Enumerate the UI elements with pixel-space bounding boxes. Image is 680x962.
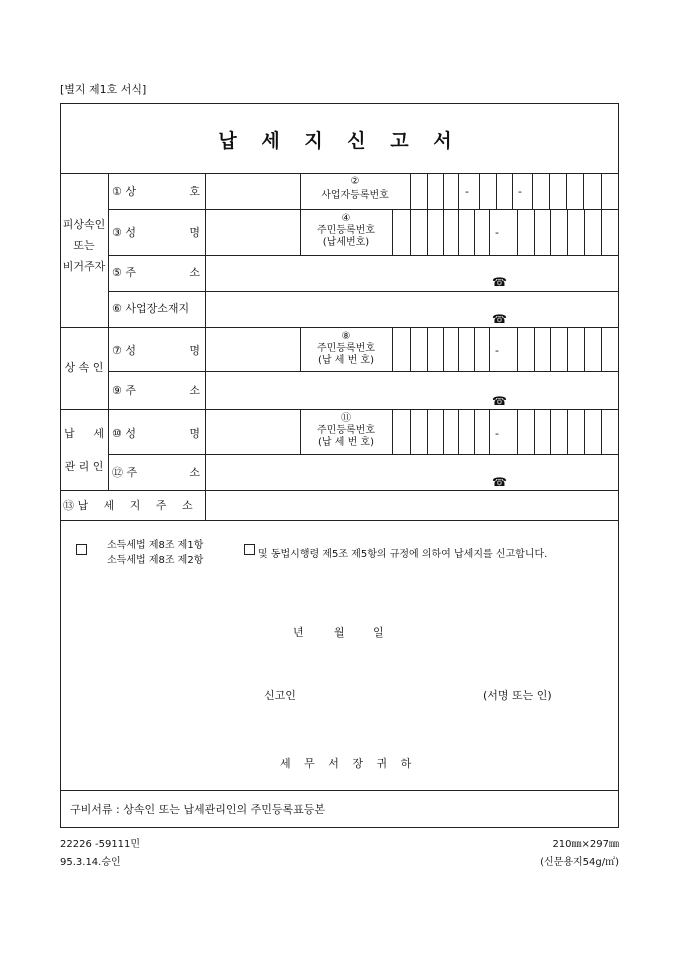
signature-label: (서명 또는 인) bbox=[483, 689, 552, 702]
paper-type: (신문용지54g/㎡) bbox=[540, 857, 619, 868]
signer-label: 신고인 bbox=[264, 689, 296, 702]
heir-name-field[interactable] bbox=[206, 328, 299, 370]
admin-address-label: ⑫ 주 소 bbox=[112, 466, 200, 479]
form-number: [별지 제1호 서식] bbox=[60, 83, 147, 96]
admin-resident-label: ⑪ 주민등록번호 (납 세 번 호) bbox=[317, 413, 375, 448]
admin-name-field[interactable] bbox=[206, 410, 299, 453]
admin-name-label: ⑩ 성 명 bbox=[112, 427, 200, 440]
date-year-label: 년 bbox=[293, 626, 304, 639]
date-field[interactable] bbox=[260, 620, 390, 640]
telephone-icon: ☎ bbox=[492, 275, 507, 289]
business-reg-dash-2: - bbox=[518, 185, 522, 198]
admin-resident-field[interactable] bbox=[393, 410, 618, 453]
business-place-field[interactable] bbox=[206, 292, 618, 326]
heir-address-label: ⑨ 주 소 bbox=[112, 384, 200, 397]
decedent-resident-field[interactable] bbox=[393, 210, 618, 254]
decedent-resident-dash: - bbox=[495, 226, 499, 239]
heir-section-label: 상 속 인 bbox=[64, 361, 104, 374]
declaration-text: 및 동법시행령 제5조 제5항의 규정에 의하여 납세지를 신고합니다. bbox=[258, 549, 548, 560]
decedent-address-label: ⑤ 주 소 bbox=[112, 266, 200, 279]
recipient: 세 무 서 장 귀 하 bbox=[280, 757, 417, 770]
admin-section-label-line1: 납 세 bbox=[64, 427, 104, 440]
option-2-label: 소득세법 제8조 제2항 bbox=[107, 555, 204, 566]
tax-address-field[interactable] bbox=[206, 491, 618, 519]
business-reg-dash-1: - bbox=[465, 185, 469, 198]
trade-name-label: ① 상 호 bbox=[112, 185, 200, 198]
heir-name-label: ⑦ 성 명 bbox=[112, 344, 200, 357]
option-1-label: 소득세법 제8조 제1항 bbox=[107, 540, 204, 551]
decedent-address-field[interactable] bbox=[206, 256, 618, 290]
required-documents: 구비서류 : 상속인 또는 납세관리인의 주민등록표등본 bbox=[70, 803, 325, 816]
trade-name-field[interactable] bbox=[206, 174, 299, 208]
option-checkbox-2[interactable] bbox=[244, 544, 255, 555]
decedent-name-field[interactable] bbox=[206, 210, 299, 254]
paper-size: 210㎜×297㎜ bbox=[552, 839, 619, 850]
signer-field[interactable] bbox=[310, 684, 475, 706]
option-checkbox-1[interactable] bbox=[76, 544, 87, 555]
business-reg-field[interactable] bbox=[411, 174, 618, 208]
admin-resident-dash: - bbox=[495, 427, 499, 440]
date-month-label: 월 bbox=[334, 626, 345, 639]
heir-resident-field[interactable] bbox=[393, 328, 618, 370]
form-code: 22226 -59111민 bbox=[60, 839, 141, 850]
telephone-icon: ☎ bbox=[492, 475, 507, 489]
business-reg-label: ② 사업자등록번호 bbox=[321, 176, 389, 201]
telephone-icon: ☎ bbox=[492, 312, 507, 326]
admin-section-label-line2: 관 리 인 bbox=[64, 460, 104, 473]
heir-resident-label: ⑧ 주민등록번호 (납 세 번 호) bbox=[317, 331, 375, 366]
business-place-label: ⑥ 사업장소재지 bbox=[112, 302, 190, 315]
admin-address-field[interactable] bbox=[206, 455, 618, 489]
decedent-resident-label: ④ 주민등록번호 (납세번호) bbox=[317, 213, 375, 248]
decedent-section-label: 피상속인 또는 비거주자 bbox=[62, 218, 106, 273]
telephone-icon: ☎ bbox=[492, 394, 507, 408]
date-day-label: 일 bbox=[373, 626, 384, 639]
heir-resident-dash: - bbox=[495, 344, 499, 357]
form-title: 납 세 지 신 고 서 bbox=[218, 130, 461, 152]
approval-date: 95.3.14.승인 bbox=[60, 857, 121, 868]
tax-address-label: ⑬ 납 세 지 주 소 bbox=[63, 499, 199, 512]
heir-address-field[interactable] bbox=[206, 372, 618, 408]
decedent-name-label: ③ 성 명 bbox=[112, 226, 200, 239]
